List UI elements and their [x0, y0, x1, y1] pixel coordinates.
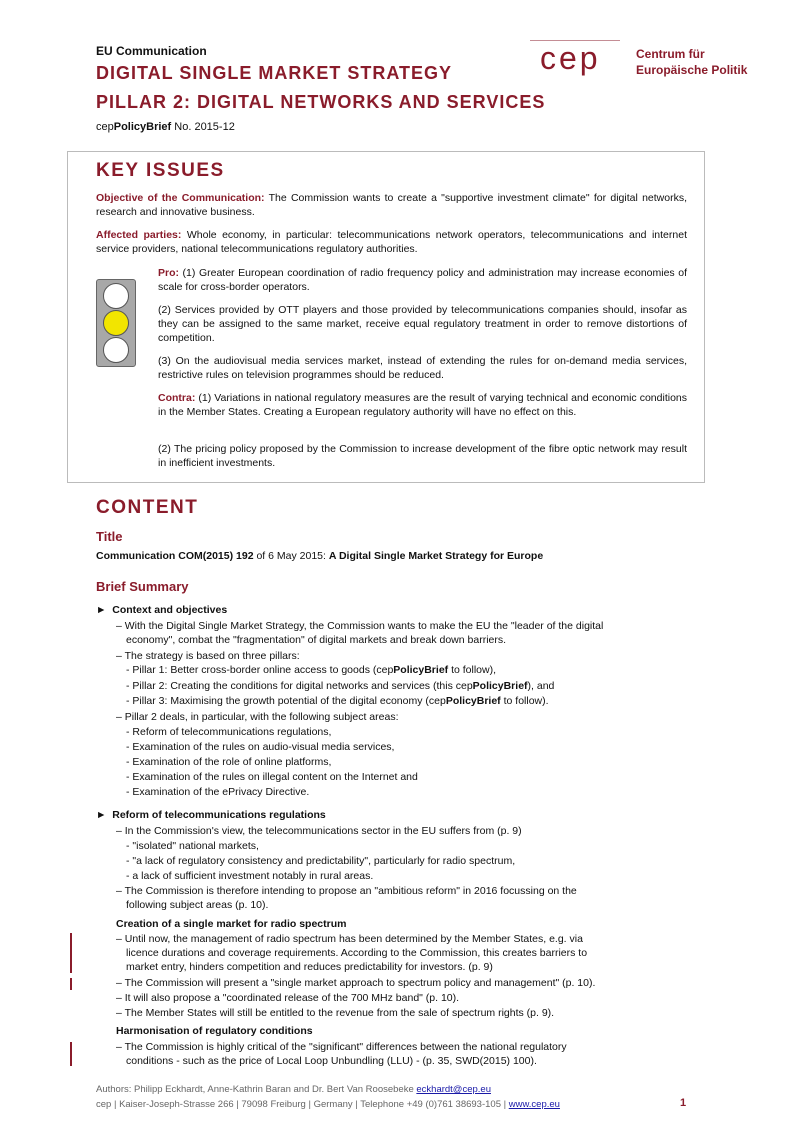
list-item: - "a lack of regulatory consistency and predictability", particularly for radio spectrum, [126, 855, 516, 867]
section-context-title: ► Context and objectives [96, 604, 228, 616]
list-item: – Until now, the management of radio spectrum has been determined by the Member States, e.g. via [116, 933, 583, 945]
list-item: - a lack of sufficient investment notably in rural areas. [126, 870, 374, 882]
section-reform-title: ► Reform of telecommunications regulations [96, 809, 326, 821]
traffic-light-icon [96, 279, 136, 367]
traffic-light-top-lamp [103, 283, 129, 309]
affected-parties-paragraph: Affected parties: Whole economy, in particular: telecommunications network operators, telecommunications and internet service providers, national telecommunications regulatory authorities. [96, 229, 687, 255]
list-item: - Pillar 2: Creating the conditions for digital networks and services (this cepPolicyBrief), and [126, 680, 555, 692]
list-item: – With the Digital Single Market Strategy, the Commission wants to make the EU the "leader of the digital [116, 620, 604, 632]
brief-summary-heading: Brief Summary [96, 579, 189, 594]
list-item: – In the Commission's view, the telecommunications sector in the EU suffers from (p. 9) [116, 825, 522, 837]
change-bar [70, 978, 72, 990]
list-item: licence durations and coverage requirements. According to the Commission, this creates barriers to [126, 947, 588, 959]
subsection-radio-spectrum-title: Creation of a single market for radio spectrum [116, 918, 347, 930]
list-item: - Examination of the rules on illegal content on the Internet and [126, 771, 418, 783]
list-item: - Examination of the rules on audio-visual media services, [126, 741, 395, 753]
traffic-light-bottom-lamp [103, 337, 129, 363]
document-title-line-1: DIGITAL SINGLE MARKET STRATEGY [96, 63, 453, 83]
list-item: - Pillar 3: Maximising the growth potential of the digital economy (cepPolicyBrief to follow). [126, 695, 549, 707]
list-item: – The Commission will present a "single market approach to spectrum policy and management" (p. 10). [116, 977, 596, 989]
list-item: economy", combat the "fragmentation" of digital markets and break down barriers. [126, 634, 507, 646]
change-bar [70, 1042, 72, 1066]
footer-address: cep | Kaiser-Joseph-Strasse 266 | 79098 Freiburg | Germany | Telephone +49 (0)761 38693-105 | www.cep.eu [96, 1099, 560, 1110]
subsection-harmonisation-title: Harmonisation of regulatory conditions [116, 1025, 313, 1037]
content-heading: CONTENT [96, 497, 199, 518]
traffic-light-middle-lamp [103, 310, 129, 336]
title-label: Title [96, 529, 123, 544]
list-item: - "isolated" national markets, [126, 840, 259, 852]
list-item: – The strategy is based on three pillars: [116, 650, 300, 662]
list-item: – The Commission is highly critical of the "significant" differences between the national regulatory [116, 1041, 567, 1053]
document-kicker: EU Communication [96, 44, 207, 58]
logo-wordmark: Centrum für Europäische Politik [636, 47, 748, 77]
communication-reference: Communication COM(2015) 192 of 6 May 2015: A Digital Single Market Strategy for Europe [96, 550, 544, 562]
list-item: – The Member States will still be entitled to the revenue from the sale of spectrum rights (p. 9). [116, 1007, 555, 1019]
list-item: – It will also propose a "coordinated release of the 700 MHz band" (p. 10). [116, 992, 460, 1004]
list-item: - Pillar 1: Better cross-border online access to goods (cepPolicyBrief to follow), [126, 664, 497, 676]
brief-number: cepPolicyBrief No. 2015-12 [96, 121, 235, 133]
list-item: market entry, hinders competition and reduces predictability for investors. (p. 9) [126, 961, 493, 973]
key-issues-heading: KEY ISSUES [96, 160, 225, 181]
cep-logo: cep [540, 40, 601, 76]
pro-point-1: Pro: (1) Greater European coordination of radio frequency policy and administration may increase economies of scale for cross-border operators. [158, 267, 687, 293]
footer-authors: Authors: Philipp Eckhardt, Anne-Kathrin Baran and Dr. Bert Van Roosebeke eckhardt@cep.eu [96, 1084, 491, 1095]
change-bar [70, 933, 72, 973]
author-email-link[interactable]: eckhardt@cep.eu [416, 1084, 491, 1095]
list-item: following subject areas (p. 10). [126, 899, 269, 911]
list-item: - Examination of the role of online platforms, [126, 756, 332, 768]
document-title-line-2: PILLAR 2: DIGITAL NETWORKS AND SERVICES [96, 92, 546, 112]
list-item: - Examination of the ePrivacy Directive. [126, 786, 310, 798]
website-link[interactable]: www.cep.eu [508, 1099, 560, 1110]
contra-point-2: (2) The pricing policy proposed by the Commission to increase development of the fibre optic network may result in inefficient investments. [158, 443, 687, 469]
contra-point-1: Contra: (1) Variations in national regulatory measures are the result of varying technical and economic conditions in the Member States. Creating a European regulatory authority will have no effect on this. [158, 392, 687, 418]
list-item: - Reform of telecommunications regulations, [126, 726, 332, 738]
page-number: 1 [680, 1097, 687, 1109]
list-item: conditions - such as the price of Local Loop Unbundling (LLU) - (p. 35, SWD(2015) 100). [126, 1055, 537, 1067]
pro-point-2: (2) Services provided by OTT players and those provided by telecommunications companies should, insofar as they can be assigned to the same market, receive equal regulatory treatment in order to remove distortions of competition. [158, 304, 687, 344]
objective-paragraph: Objective of the Communication: The Commission wants to create a "supportive investment climate" for digital networks, research and innovative business. [96, 192, 687, 218]
list-item: – Pillar 2 deals, in particular, with the following subject areas: [116, 711, 399, 723]
list-item: – The Commission is therefore intending to propose an "ambitious reform" in 2016 focussing on the [116, 885, 577, 897]
pro-point-3: (3) On the audiovisual media services market, instead of extending the rules for on-demand media services, restrictive rules on television programmes should be reduced. [158, 355, 687, 381]
